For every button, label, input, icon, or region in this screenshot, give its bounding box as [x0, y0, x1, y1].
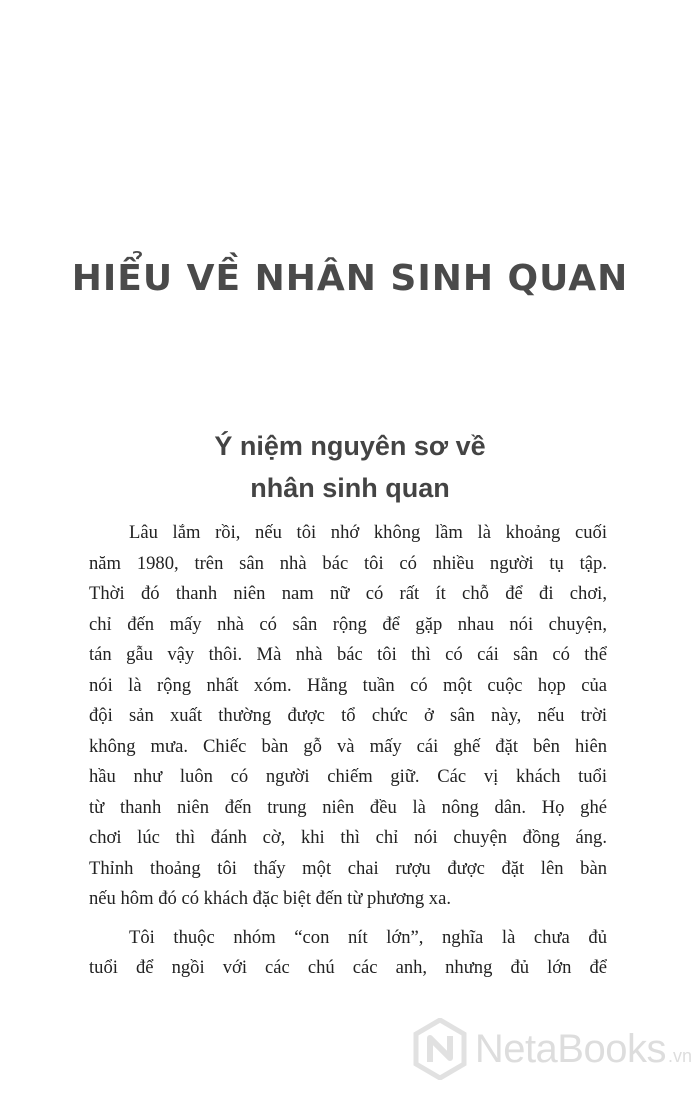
- text-line: nếu hôm đó có khách đặc biệt đến từ phương xa.: [89, 888, 451, 909]
- text-line: từ thanh niên đến trung niên đều là nông dân. Họ ghé: [89, 796, 607, 818]
- text-line: chơi lúc thì đánh cờ, khi thì chỉ nói chuyện đồng áng.: [89, 827, 607, 848]
- watermark-suffix: .vn: [667, 1045, 692, 1066]
- chapter-title: HIỂU VỀ NHÂN SINH QUAN: [71, 258, 629, 299]
- text-line: tán gẫu vậy thôi. Mà nhà bác tôi thì có cái sân có thể: [89, 644, 607, 665]
- text-line: tuổi để ngồi với các chú các anh, nhưng đủ lớn để: [89, 957, 607, 978]
- section-title-line-2: nhân sinh quan: [250, 473, 450, 503]
- text-line: Thời đó thanh niên nam nữ có rất ít chỗ để đi chơi,: [89, 583, 607, 604]
- text-line: Lâu lắm rồi, nếu tôi nhớ không lầm là khoảng cuối: [129, 522, 607, 543]
- text-line: đội sản xuất thường được tổ chức ở sân này, nếu trời: [89, 705, 607, 726]
- text-line: năm 1980, trên sân nhà bác tôi có nhiều người tụ tập.: [89, 552, 607, 574]
- text-line: Tôi thuộc nhóm “con nít lớn”, nghĩa là chưa đủ: [129, 926, 607, 948]
- watermark-brand: NetaBooks: [474, 1026, 666, 1071]
- watermark: [413, 1014, 692, 1084]
- text-line: Thỉnh thoảng tôi thấy một chai rượu được đặt lên bàn: [89, 857, 607, 879]
- text-line: chỉ đến mấy nhà có sân rộng để gặp nhau nói chuyện,: [89, 613, 607, 635]
- text-line: hầu như luôn có người chiếm giữ. Các vị khách tuổi: [89, 766, 607, 787]
- paragraph-1: [89, 518, 607, 915]
- body-text: [89, 518, 607, 992]
- section-title: [0, 425, 700, 509]
- section-title-line-1: Ý niệm nguyên sơ về: [214, 431, 486, 461]
- netabooks-logo-icon: [413, 1018, 467, 1080]
- text-line: nói là rộng nhất xóm. Hằng tuần có một cuộc họp của: [89, 674, 607, 696]
- paragraph-2: [89, 923, 607, 984]
- text-line: không mưa. Chiếc bàn gỗ và mấy cái ghế đặt bên hiên: [89, 735, 607, 757]
